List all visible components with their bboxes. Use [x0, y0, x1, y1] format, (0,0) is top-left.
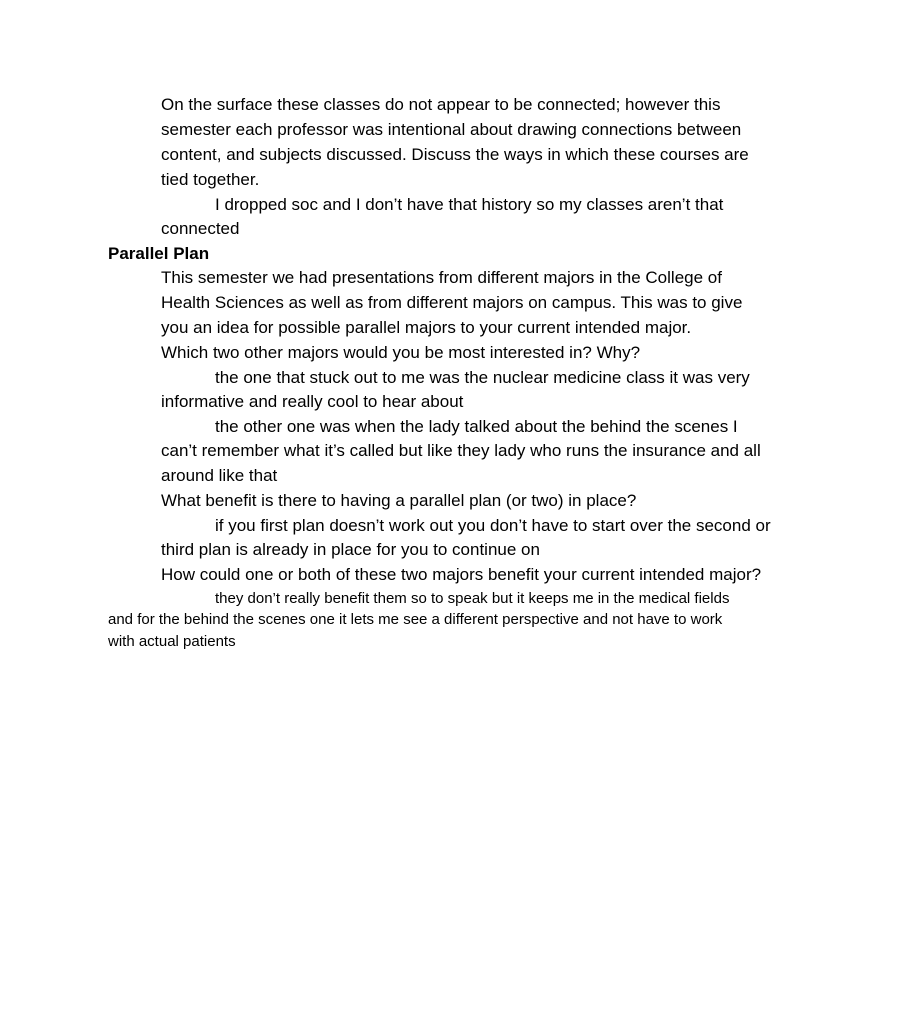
answer-1-line-1: I dropped soc and I don’t have that history so my classes aren’t that [215, 195, 724, 214]
answer-4-line-1: if you first plan doesn’t work out you don’t have to start over the second or [215, 516, 771, 535]
intro-line-4: tied together. [161, 170, 260, 189]
question-1: Which two other majors would you be most interested in? Why? [161, 343, 641, 362]
section-intro-line-2: Health Sciences as well as from different majors on campus. This was to give [161, 293, 743, 312]
answer-2-line-1: the one that stuck out to me was the nuclear medicine class it was very [215, 368, 750, 387]
intro-line-1: On the surface these classes do not appear to be connected; however this [161, 95, 721, 114]
section-intro-line-1: This semester we had presentations from different majors in the College of [161, 268, 722, 287]
answer-3-line-2: can’t remember what it’s called but like they lady who runs the insurance and all [161, 441, 761, 460]
intro-line-3: content, and subjects discussed. Discuss the ways in which these courses are [161, 145, 749, 164]
answer-1-line-2: connected [161, 219, 240, 238]
answer-5-line-2: and for the behind the scenes one it lets me see a different perspective and not have to work [108, 611, 723, 628]
question-2: What benefit is there to having a parallel plan (or two) in place? [161, 491, 637, 510]
section-intro-line-3: you an idea for possible parallel majors to your current intended major. [161, 318, 692, 337]
answer-2-line-2: informative and really cool to hear about [161, 392, 464, 411]
answer-5-line-3: with actual patients [108, 633, 236, 650]
intro-line-2: semester each professor was intentional about drawing connections between [161, 120, 742, 139]
answer-3-line-1: the other one was when the lady talked about the behind the scenes I [215, 417, 738, 436]
question-3: How could one or both of these two majors benefit your current intended major? [161, 565, 762, 584]
section-heading: Parallel Plan [108, 244, 210, 263]
answer-3-line-3: around like that [161, 466, 278, 485]
answer-4-line-2: third plan is already in place for you to continue on [161, 540, 540, 559]
answer-5-line-1: they don’t really benefit them so to speak but it keeps me in the medical fields [215, 590, 730, 607]
